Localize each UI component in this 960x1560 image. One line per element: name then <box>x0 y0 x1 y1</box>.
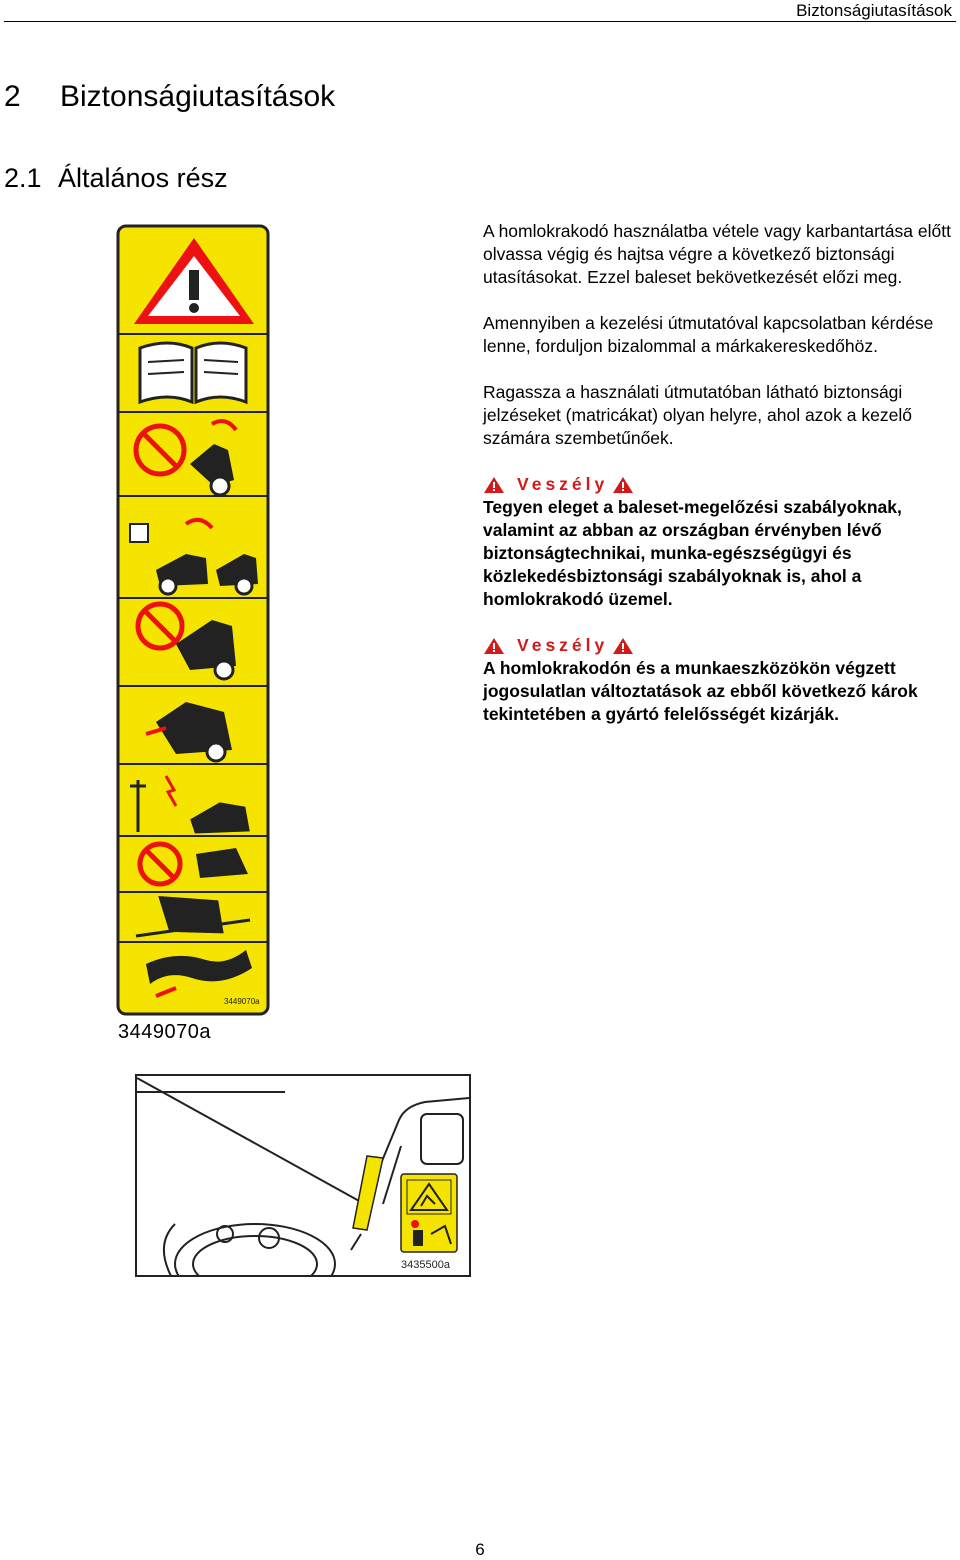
warning-text: Tegyen eleget a baleset-megelőzési szabályoknak, valamint az abban az országban érvényben lévő biztonságtechnikai, munka-egészségügyi és közlekedésbiztonsági szabályoknak is, ahol a homlokrakodó üzemel. <box>483 497 902 609</box>
page-number: 6 <box>475 1540 485 1559</box>
cab-decal-drawing <box>135 1074 471 1277</box>
warning-heading <box>483 634 958 657</box>
chapter-heading <box>4 78 335 116</box>
cab-decal-code: 3435500a <box>401 1259 450 1271</box>
warning-triangle-icon <box>483 476 505 494</box>
decal-strip-code: 3449070a <box>118 1021 211 1043</box>
running-header: Biztonságiutasítások <box>796 1 952 20</box>
warning-block <box>483 473 958 611</box>
chapter-number: 2 <box>4 80 21 113</box>
warning-label: Veszély <box>517 635 609 655</box>
safety-decal-strip <box>116 224 270 1016</box>
chapter-title: Biztonságiutasítások <box>60 80 336 113</box>
warning-triangle-icon <box>483 637 505 655</box>
warning-triangle-icon <box>612 637 634 655</box>
warning-heading <box>483 473 958 496</box>
warning-text: A homlokrakodón és a munkaeszközökön végzett jogosulatlan változtatások az ebből következő károk tekintetében a gyártó felelősségét kizárják. <box>483 658 918 724</box>
header-rule <box>4 21 956 22</box>
decal-code-small: 3449070a <box>224 997 260 1006</box>
intro-paragraph: A homlokrakodó használatba vétele vagy karbantartása előtt olvassa végig és hajtsa végre a következő biztonsági utasításokat. Ezzel baleset bekövetkezését előzi meg. <box>483 221 951 287</box>
section-heading <box>4 161 228 195</box>
warning-label: Veszély <box>517 474 609 494</box>
manual-book-icon <box>140 343 246 402</box>
cab-inset-decal <box>401 1174 457 1252</box>
warning-block <box>483 634 958 726</box>
dealer-paragraph: Amennyiben a kezelési útmutatóval kapcsolatban kérdése lenne, forduljon bizalommal a márkakereskedőhöz. <box>483 313 934 356</box>
decal-paragraph: Ragassza a használati útmutatóban látható biztonsági jelzéseket (matricákat) olyan helyre, ahol azok a kezelő számára szembetűnőek. <box>483 382 912 448</box>
section-title: Általános rész <box>58 163 228 193</box>
warning-triangle-icon <box>612 476 634 494</box>
text-column <box>483 220 958 749</box>
section-number: 2.1 <box>4 163 42 193</box>
